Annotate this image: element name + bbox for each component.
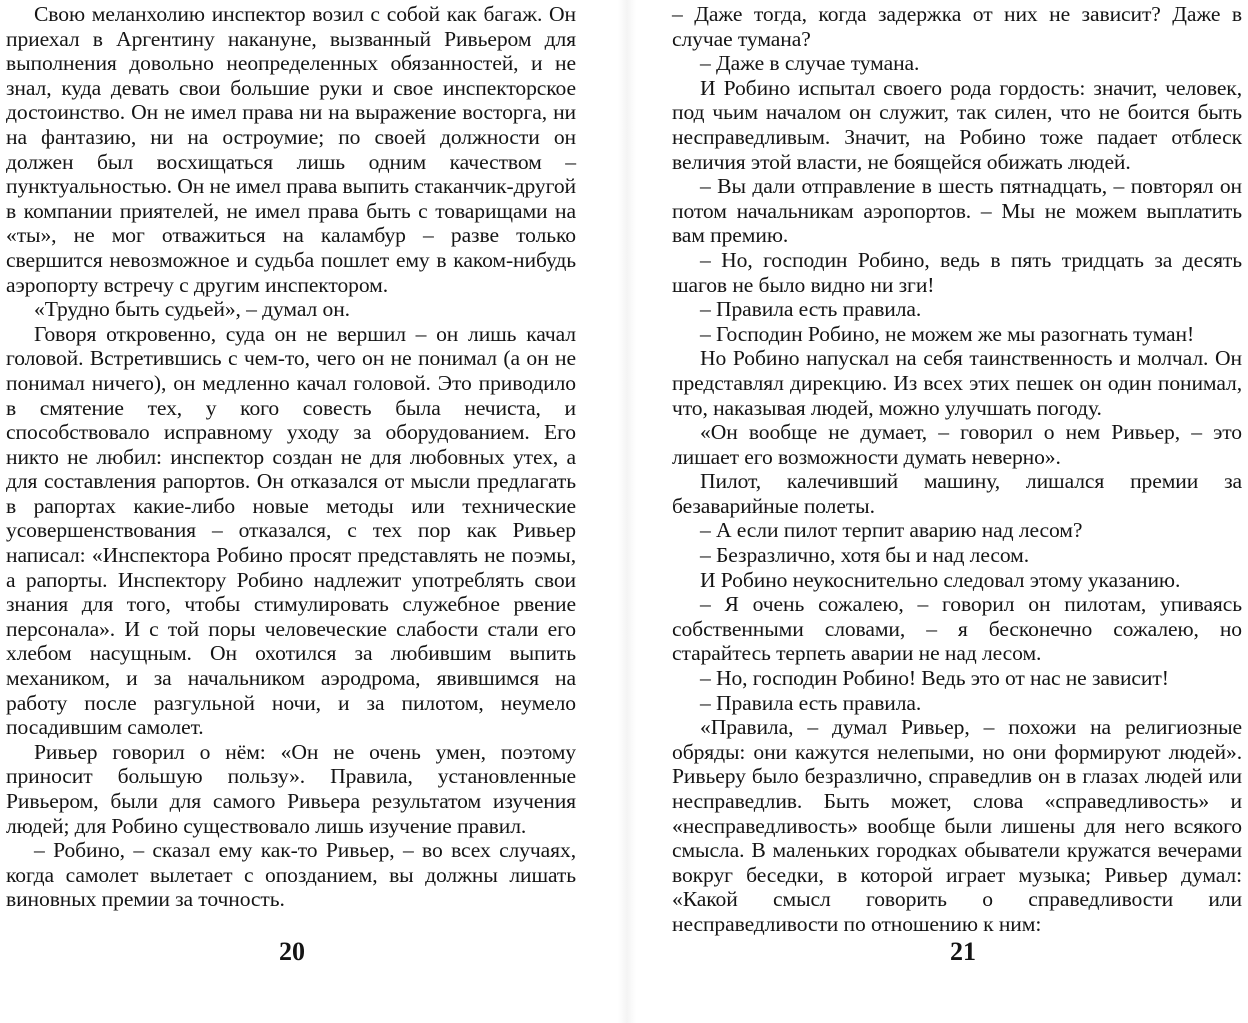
paragraph: И Робино испытал своего рода гордость: значит, человек, под чьим началом он служит, так силен, что не боится быть несправедливым. Значит, на Робино тоже падает отблеск величия этой власти, не боящейся обижать людей.: [672, 75, 1242, 174]
paragraph: «Он вообще не думает, – говорил о нем Ривьер, – это лишает его возможности думать неверно».: [672, 420, 1242, 469]
paragraph: – Но, господин Робино! Ведь это от нас не зависит!: [700, 666, 1169, 691]
paragraph: – Робино, – сказал ему как-то Ривьер, – во всех случаях, когда самолет вылетает с опозданием, вы должны лишать виновных премии за точность.: [6, 838, 576, 912]
page-number: 21: [950, 937, 976, 966]
paragraph: Ривьер говорил о нём: «Он не очень умен, поэтому приносит большую пользу». Правила, установленные Ривьером, были для самого Ривьера результатом изучения людей; для Робино существовало лишь изучение правил.: [6, 739, 576, 838]
paragraph: Свою меланхолию инспектор возил с собой как багаж. Он приехал в Аргентину накануне, вызванный Ривьером для выполнения довольно неопределенных обязанностей, и не знал, куда девать свои большие руки и свое инспекторское достоинство. Он не имел права ни на выражение восторга, ни на фантазию, ни на остроумие; по своей должности он должен был восхищаться лишь одним качеством – пунктуальностью. Он не имел права выпить стаканчик-другой в компании приятелей, не имел права быть с товарищами на «ты», не мог отважиться на каламбур – разве только свершится невозможное и судьба пошлет ему в каком-нибудь аэропорту встречу с другим инспектором.: [6, 2, 576, 297]
paragraph: – Я очень сожалею, – говорил он пилотам, упиваясь собственными словами, – я бесконечно сожалею, но старайтесь терпеть аварии не над лесом.: [672, 592, 1242, 666]
paragraph: – Но, господин Робино, ведь в пять тридцать за десять шагов не было видно ни зги!: [672, 247, 1242, 297]
paragraph: – Вы дали отправление в шесть пятнадцать, – повторял он потом начальникам аэропортов. – Мы не можем выплатить вам премию.: [672, 174, 1242, 248]
paragraph: «Правила, – думал Ривьер, – похожи на религиозные обряды: они кажутся нелепыми, но они формируют людей». Ривьеру было безразлично, справедлив он в глазах людей или несправедлив. Быть может, слова «справедливость» и «несправедливость» вообще были лишены для него всякого смысла. В маленьких городках обыватели кружатся вечерами вокруг беседки, в которой играет музыка; Ривьер думал: «Какой смысл говорить о справедливости или несправедливости по отношению к ним:: [672, 715, 1242, 936]
paragraph: И Робино неукоснительно следовал этому указанию.: [700, 567, 1181, 592]
paragraph: – Даже тогда, когда задержка от них не зависит? Даже в случае тумана?: [672, 2, 1242, 51]
right-page: [672, 0, 1244, 1023]
paragraph: – Даже в случае тумана.: [700, 51, 920, 76]
paragraph: – Господин Робино, не можем же мы разогнать туман!: [700, 321, 1195, 346]
paragraph: – Правила есть правила.: [700, 297, 922, 322]
left-page: [6, 0, 580, 1023]
paragraph: – Правила есть правила.: [700, 690, 922, 715]
paragraph: – Безразлично, хотя бы и над лесом.: [700, 543, 1029, 568]
paragraph: Но Робино напускал на себя таинственность и молчал. Он представлял дирекцию. Из всех этих пешек он один понимал, что, наказывая людей, можно улучшать погоду.: [672, 346, 1242, 420]
left-page-text: [6, 2, 576, 912]
paragraph: «Трудно быть судьей», – думал он.: [34, 297, 350, 322]
paragraph: – А если пилот терпит аварию над лесом?: [700, 518, 1083, 543]
page-number: 20: [279, 937, 305, 966]
right-page-text: [672, 2, 1242, 937]
paragraph: Говоря откровенно, суда он не вершил – он лишь качал головой. Встретившись с чем-то, чего он не понимал (а он не понимал ничего), он медленно качал головой. Это приводило в смятение тех, у кого совесть была нечиста, и способствовало исправному уходу за оборудованием. Его никто не любил: инспектор создан не для любовных утех, а для составления рапортов. Он отказался от мысли предлагать в рапортах какие-либо новые методы или технические усовершенствования – отказался, с тех пор как Ривьер написал: «Инспектора Робино просят представлять не поэмы, а рапорты. Инспектору Робино надлежит употреблять свои знания для того, чтобы стимулировать служебное рвение персонала». И с той поры человеческие слабости стали его хлебом насущным. Он охотился за любившим выпить механиком, и за начальником аэродрома, явившимся на работу после разгульной ночи, и за пилотом, неумело посадившим самолет.: [6, 321, 576, 740]
paragraph: Пилот, калечивший машину, лишался премии за безаварийные полеты.: [672, 469, 1242, 518]
book-gutter: [618, 0, 636, 1023]
